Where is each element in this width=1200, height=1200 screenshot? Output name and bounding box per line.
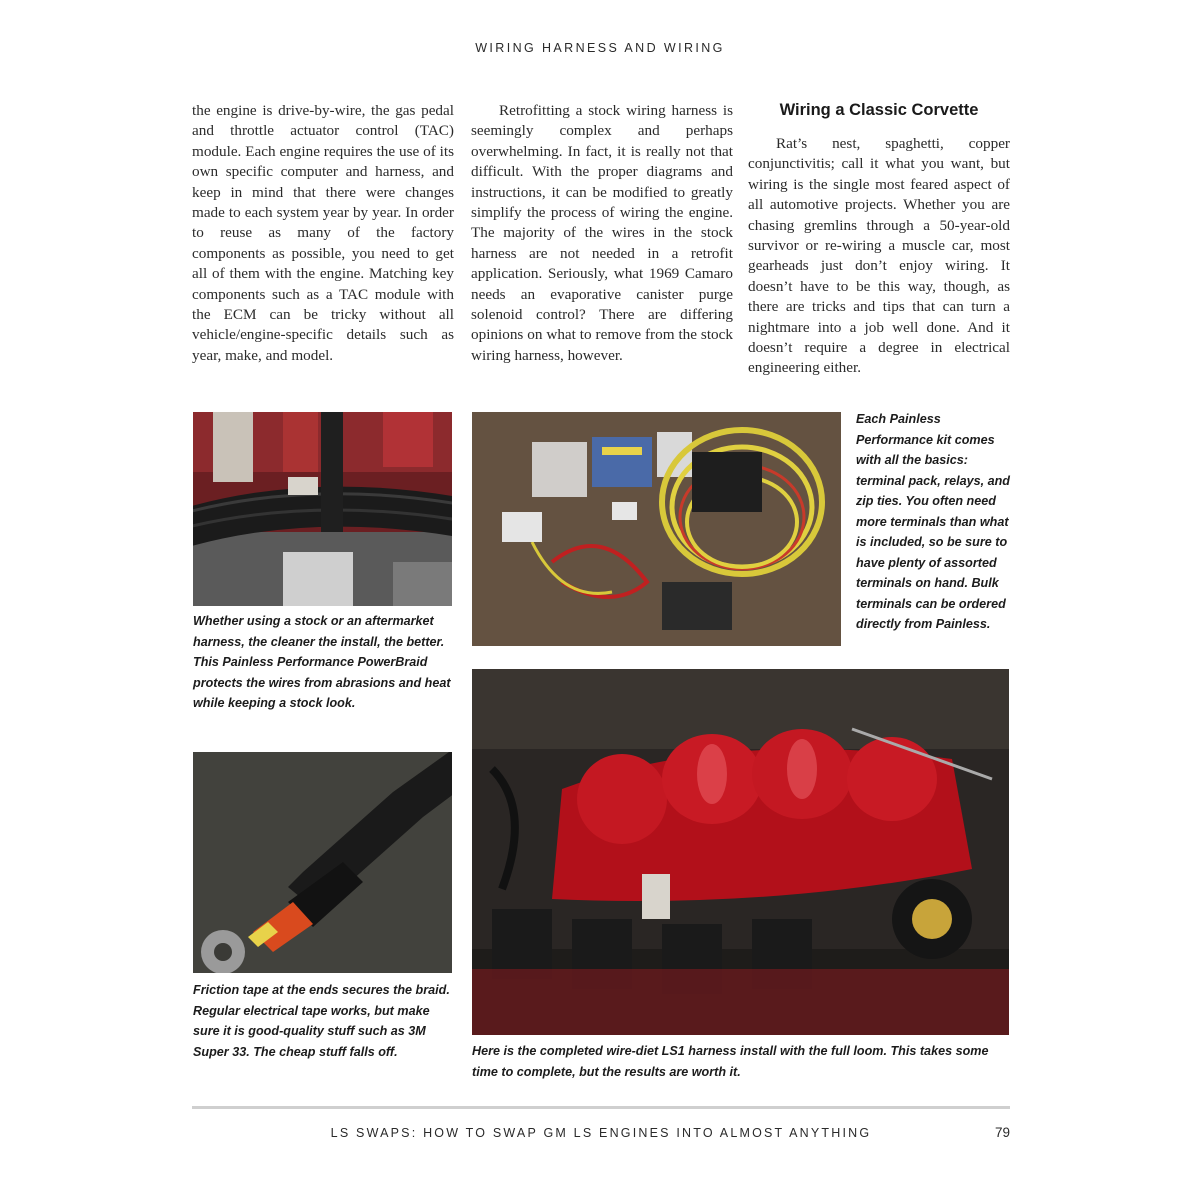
section-heading: Wiring a Classic Corvette [779,101,979,119]
caption-engine: Here is the completed wire-diet LS1 harness install with the full loom. This takes some time to complete, but the results are worth it. [472,1044,989,1079]
running-head: WIRING HARNESS AND WIRING [475,41,725,55]
photo-engine-install [472,669,1009,1035]
photo-painless-kit [472,412,841,646]
text-column-3 [748,100,1010,379]
photo-friction-tape [193,752,452,973]
footer-book-title: LS SWAPS: HOW TO SWAP GM LS ENGINES INTO ALMOST ANYTHING [330,1126,872,1140]
paragraph-col1: the engine is drive-by-wire, the gas pedal and throttle actuator control (TAC) module. Each engine requires the use of its own specific computer and harness, and keep in mind that there were changes made to each system year by year. In order to reuse as many of the factory components as possible, you need to get all of them with the engine. Matching key components such as a TAC module with the ECM can be tricky without all vehicle/engine-specific details such as year, make, and model. [192,102,454,364]
caption-braid-harness: Whether using a stock or an aftermarket harness, the cleaner the install, the better. This Painless Performance PowerBraid protects the wires from abrasions and heat while keeping a stock look. [193,614,451,710]
caption-kit: Each Painless Performance kit comes with all the basics: terminal pack, relays, and zip ties. You often need more terminals than what is included, so be sure to have plenty of assorted terminals on hand. Bulk terminals can be ordered directly from Painless. [856,412,1010,631]
text-column-2 [471,101,733,366]
paragraph-col3: Rat’s nest, spaghetti, copper conjunctivitis; call it what you want, but wiring is the single most feared aspect of all automotive projects. Whether you are chasing gremlins through a 50-year-old survivor or re-wiring a muscle car, most gearheads just don’t enjoy wiring. It doesn’t have to be this way, though, as there are tricks and tips that can turn a nightmare into a job well done. And it doesn’t require a degree in electrical engineering either. [748,135,1010,377]
footer-rule [192,1106,1010,1109]
paragraph-col2: Retrofitting a stock wiring harness is seemingly complex and perhaps overwhelming. In fact, it is really not that difficult. With the proper diagrams and instructions, it can be modified to greatly simplify the process of wiring the engine. The majority of the wires in the stock harness are not needed in a retrofit application. Seriously, what 1969 Camaro needs an evaporative canister purge solenoid control? There are differing opinions on what to remove from the stock wiring harness, however. [471,102,733,364]
caption-friction-tape: Friction tape at the ends secures the braid. Regular electrical tape works, but make sure it is good-quality stuff such as 3M Super 33. The cheap stuff falls off. [193,983,450,1059]
page-number: 79 [994,1125,1010,1140]
photo-braided-harness [193,412,452,606]
text-column-1 [192,101,454,366]
